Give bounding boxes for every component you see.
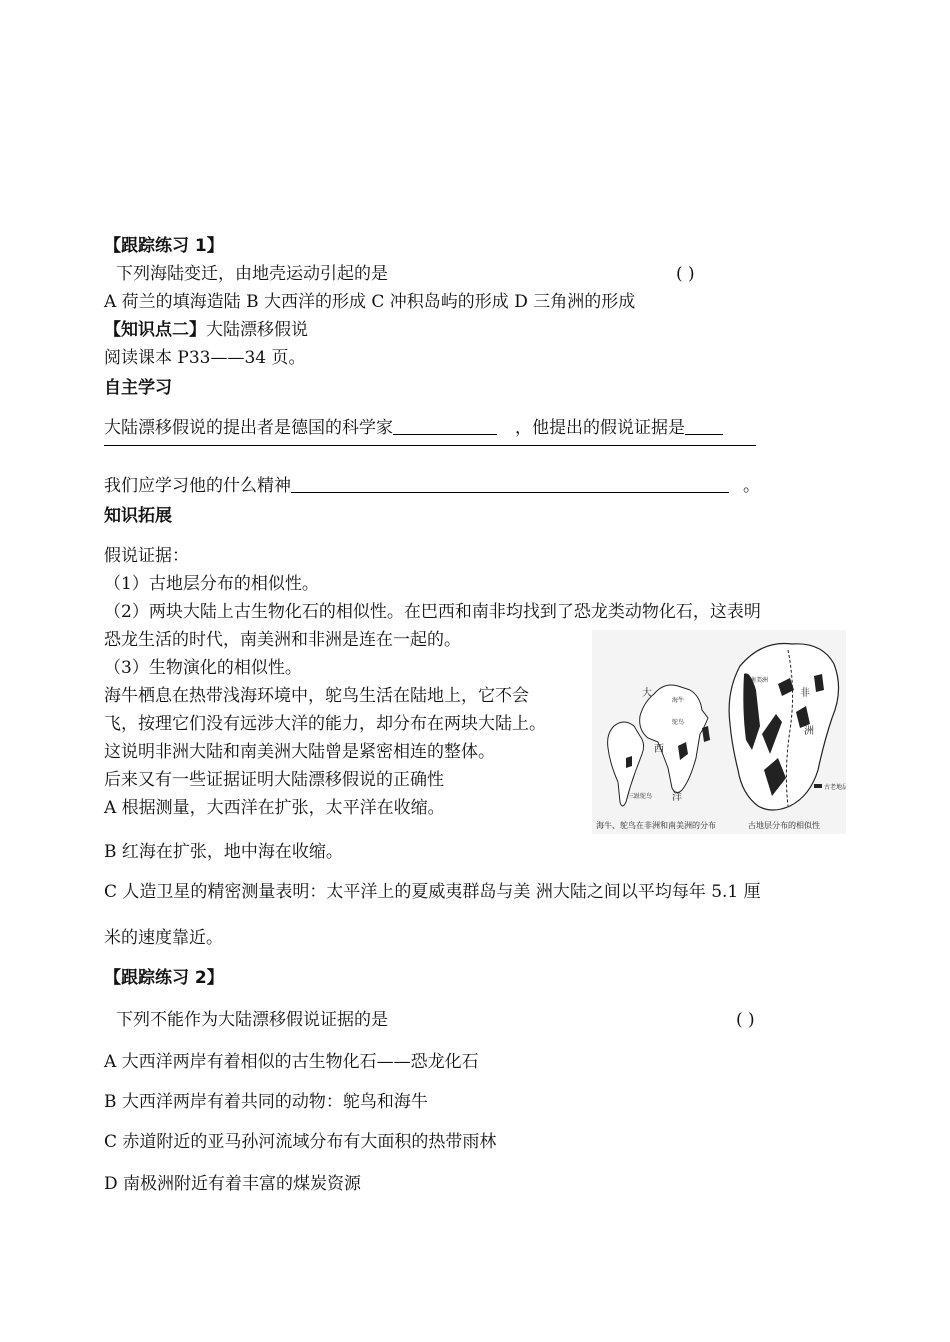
- self-study-q1: 大陆漂移假说的提出者是德国的科学家: [104, 418, 393, 438]
- practice2-option-b[interactable]: B 大西洋两岸有着共同的动物：鸵鸟和海牛: [104, 1092, 428, 1112]
- evidence-para-line4: 后来又有一些证据证明大陆漂移假说的正确性: [104, 770, 444, 790]
- evidence-c-line2: 米的速度靠近。: [104, 928, 223, 948]
- self-study-q3-end: 。: [743, 476, 760, 496]
- label-da: 大: [642, 688, 652, 699]
- evidence-a: A 根据测量，大西洋在扩张，太平洋在收缩。: [104, 798, 445, 818]
- evidence-blank[interactable]: [685, 416, 723, 435]
- scientist-blank[interactable]: [393, 416, 497, 435]
- evidence-item1: （1）古地层分布的相似性。: [104, 574, 319, 594]
- legend-label: 古老地层: [824, 784, 846, 791]
- extension-heading: 知识拓展: [104, 506, 172, 526]
- practice2-option-a[interactable]: A 大西洋两岸有着相似的古生物化石——恐龙化石: [104, 1052, 479, 1072]
- figure-svg: [592, 630, 846, 834]
- label-xi: 西: [654, 744, 664, 755]
- evidence-item2-line2: 恐龙生活的时代，南美洲和非洲是连在一起的。: [104, 630, 461, 650]
- label-sanzhi: 三趾鸵鸟: [628, 793, 653, 800]
- knowledge2-topic: 大陆漂移假说: [206, 320, 308, 340]
- label-hainiu: 海牛: [672, 697, 685, 704]
- practice1-answer-paren: ( ): [676, 264, 695, 284]
- ostrich-region-america: [626, 756, 632, 768]
- practice2-option-d[interactable]: D 南极洲附近有着丰富的煤炭资源: [104, 1174, 362, 1194]
- practice2-question: 下列不能作为大陆漂移假说证据的是: [116, 1010, 388, 1030]
- evidence-b: B 红海在扩张，地中海在收缩。: [104, 842, 343, 862]
- evidence-blank-line2[interactable]: [104, 445, 756, 446]
- self-study-line1: [104, 416, 723, 440]
- practice2-title: 【跟踪练习 2】: [104, 968, 224, 988]
- self-study-heading: 自主学习: [104, 378, 172, 398]
- evidence-para-line2: 飞，按理它们没有远涉大洋的能力，却分布在两块大陆上。: [104, 714, 546, 734]
- knowledge2-heading: [104, 318, 308, 342]
- evidence-para-line3: 这说明非洲大陆和南美洲大陆曾是紧密相连的整体。: [104, 742, 495, 762]
- evidence-c-line1: C 人造卫星的精密测量表明：太平洋上的夏威夷群岛与美 洲大陆之间以平均每年 5.1 厘: [104, 882, 761, 902]
- label-nanmei: 南美洲: [750, 677, 769, 684]
- evidence-item2-line1: （2）两块大陆上古生物化石的相似性。在巴西和南非均找到了恐龙类动物化石，这表明: [104, 602, 761, 622]
- continental-drift-figure: [592, 630, 846, 834]
- caption-left: 海牛、鸵鸟在非洲和南美洲的分布: [596, 821, 716, 830]
- label-zhou: 洲: [804, 726, 814, 737]
- evidence-item3: （3）生物演化的相似性。: [104, 658, 302, 678]
- evidence-para-line1: 海牛栖息在热带浅海环境中，鸵鸟生活在陆地上，它不会: [104, 686, 529, 706]
- practice1-question: 下列海陆变迁，由地壳运动引起的是: [116, 264, 388, 284]
- practice2-answer-paren: ( ): [736, 1010, 755, 1030]
- legend-swatch: [814, 784, 822, 788]
- practice2-option-c[interactable]: C 赤道附近的亚马孙河流域分布有大面积的热带雨林: [104, 1132, 497, 1152]
- knowledge2-bracket: 【知识点二】: [104, 320, 206, 340]
- self-study-q2: ，他提出的假说证据是: [515, 418, 685, 438]
- self-study-line2: [104, 474, 760, 498]
- reading-instruction: 阅读课本 P33——34 页。: [104, 348, 306, 368]
- practice1-title: 【跟踪练习 1】: [104, 236, 224, 256]
- evidence-label: 假说证据：: [104, 546, 189, 566]
- label-tuoniao: 鸵鸟: [672, 719, 685, 726]
- self-study-q3: 我们应学习他的什么精神: [104, 476, 291, 496]
- practice1-options: A 荷兰的填海造陆 B 大西洋的形成 C 冲积岛屿的形成 D 三角洲的形成: [104, 292, 636, 312]
- spirit-blank[interactable]: [291, 474, 729, 493]
- caption-right: 古地层分布的相似性: [748, 821, 820, 830]
- label-fei: 非: [800, 688, 810, 699]
- label-yang: 洋: [672, 792, 682, 803]
